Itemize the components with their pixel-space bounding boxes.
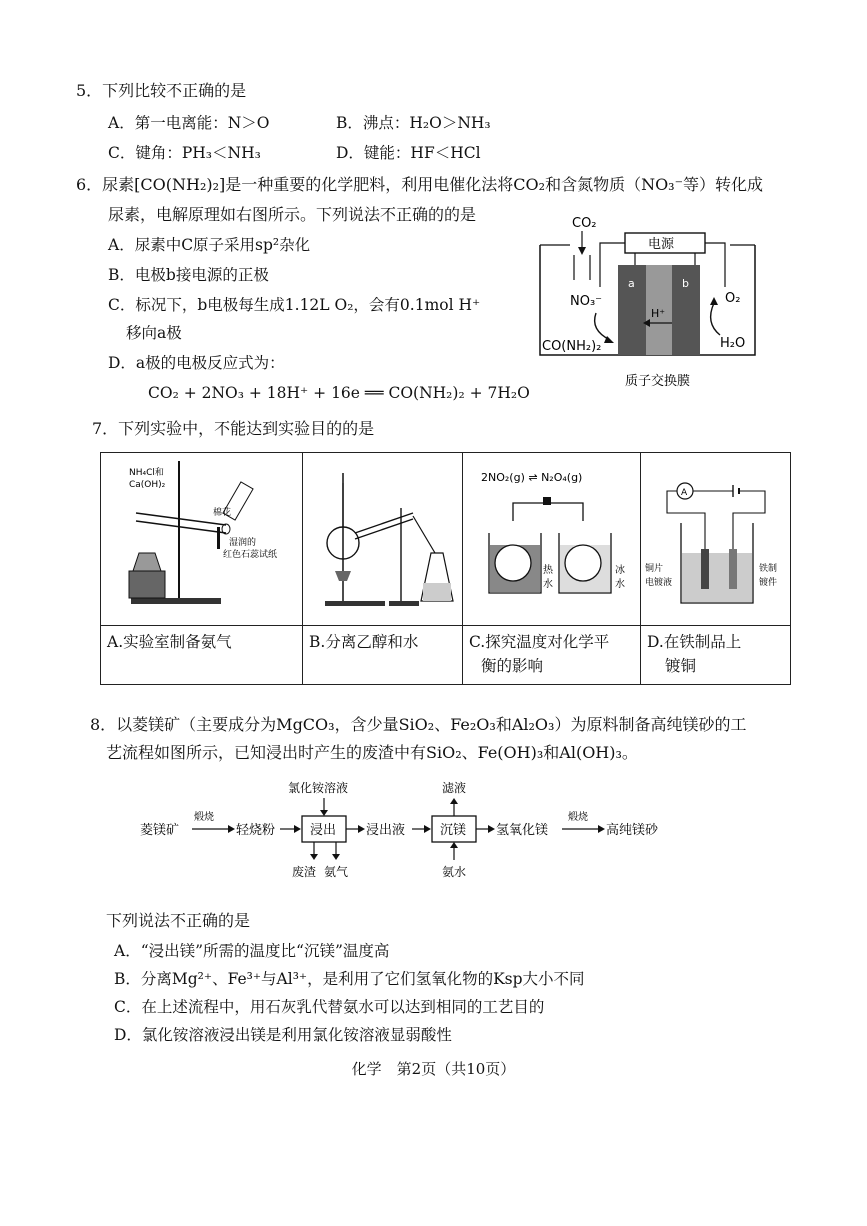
q8-stem-line1: 8．以菱镁矿（主要成分为MgCO₃，含少量SiO₂、Fe₂O₃和Al₂O₃）为原料制备高纯镁砂的工 <box>90 715 747 734</box>
fig7d-iron1: 铁制 <box>759 564 778 574</box>
q8-option-a: A．“浸出镁”所需的温度比“沉镁”温度高 <box>114 942 390 960</box>
flow-mg-hydroxide: 氢氧化镁 <box>496 823 549 838</box>
fig7c-cold1: 冰 <box>615 565 625 576</box>
fig6-proton-label: H⁺ <box>651 307 666 320</box>
flow-light-powder: 轻烧粉 <box>236 823 276 838</box>
fig7c-hot1: 热 <box>543 565 553 576</box>
flow-filtrate: 滤液 <box>442 781 467 795</box>
q6-stem-line2: 尿素，电解原理如右图所示。下列说法不正确的的是 <box>108 205 477 224</box>
exp-c-caption <box>463 626 641 685</box>
fig7a-paper2: 红色石蕊试纸 <box>223 550 278 560</box>
flow-leach: 浸出 <box>310 823 337 838</box>
q8-process-flow <box>130 776 690 886</box>
fig7d-iron2: 镀件 <box>759 578 778 588</box>
fig7c-equation: 2NO₂(g) ⇌ N₂O₄(g) <box>481 471 583 484</box>
page-footer: 化学 第2页（共10页） <box>351 1060 516 1078</box>
q6-option-a: A．尿素中C原子采用sp²杂化 <box>108 236 311 254</box>
q6-stem-line1: 6．尿素[CO(NH₂)₂]是一种重要的化学肥料，利用电催化法将CO₂和含氮物质（NO₃⁻等）转化成 <box>76 175 764 194</box>
fig7d-ammeter: A <box>681 488 688 498</box>
fig6-electrode-b: b <box>682 277 689 290</box>
q8-stem-line2: 艺流程如图所示，已知浸出时产生的废渣中有SiO₂、Fe(OH)₃和Al(OH)₃。 <box>106 743 638 762</box>
q8-option-b: B．分离Mg²⁺、Fe³⁺与Al³⁺，是利用了它们氢氧化物的Ksp大小不同 <box>114 970 585 988</box>
q6-option-c-line1: C．标况下，b电极每生成1.12L O₂，会有0.1mol H⁺ <box>108 296 481 314</box>
q8-option-c: C．在上述流程中，用石灰乳代替氨水可以达到相同的工艺目的 <box>114 998 545 1016</box>
flow-ammonia-gas: 氨气 <box>324 865 349 879</box>
fig7a-reagent1: NH₄Cl和 <box>129 468 164 478</box>
electrolysis-diagram <box>530 205 770 395</box>
q5-stem: 5．下列比较不正确的是 <box>76 81 247 100</box>
flow-calcine1: 煅烧 <box>194 812 214 823</box>
fig6-power-label: 电源 <box>648 237 675 252</box>
exp-a-figure <box>101 453 303 626</box>
exp-d-caption <box>641 626 791 685</box>
fig6-membrane-caption: 质子交换膜 <box>625 374 691 389</box>
fig7d-copper: 铜片 <box>645 564 664 574</box>
fig7d-solution: 电镀液 <box>645 578 673 588</box>
flow-ammonia-water: 氨水 <box>442 865 467 879</box>
q5-option-d: D．键能：HF＜HCl <box>336 144 481 162</box>
fig6-urea-label: CO(NH₂)₂ <box>542 339 602 354</box>
fig7a-paper1: 湿润的 <box>229 538 257 548</box>
exp-d-caption-line1: D.在铁制品上 <box>647 633 742 651</box>
exp-d-figure <box>641 453 791 626</box>
q8-ask: 下列说法不正确的是 <box>106 911 251 930</box>
q6-option-d-line1: D．a极的电极反应式为： <box>108 354 285 372</box>
exp-c-figure <box>463 453 641 626</box>
q7-stem: 7．下列实验中，不能达到实验目的的是 <box>92 419 375 438</box>
q6-option-b: B．电极b接电源的正极 <box>108 266 269 284</box>
fig6-electrode-a: a <box>628 277 635 290</box>
flow-precipitate: 沉镁 <box>440 823 467 838</box>
q5-option-b: B．沸点：H₂O＞NH₃ <box>336 114 491 132</box>
flow-product: 高纯镁砂 <box>606 823 659 838</box>
exp-d-caption-line2: 镀铜 <box>665 657 697 675</box>
q5-option-a: A．第一电离能：N＞O <box>108 114 270 132</box>
q7-experiment-table <box>100 452 791 685</box>
flow-calcine2: 煅烧 <box>568 812 588 823</box>
q8-option-d: D．氯化铵溶液浸出镁是利用氯化铵溶液显弱酸性 <box>114 1026 452 1044</box>
flow-waste: 废渣 <box>292 865 317 879</box>
exp-b-figure <box>303 453 463 626</box>
q5-option-c: C．键角：PH₃＜NH₃ <box>108 144 261 162</box>
flow-nh4cl: 氯化铵溶液 <box>288 781 349 795</box>
fig7a-reagent2: Ca(OH)₂ <box>129 480 166 490</box>
exp-b-caption: B.分离乙醇和水 <box>303 626 463 685</box>
fig6-water-label: H₂O <box>720 336 746 351</box>
fig7c-cold2: 水 <box>615 579 625 590</box>
fig7a-cotton: 棉花 <box>213 508 232 518</box>
exp-c-caption-line2: 衡的影响 <box>481 657 544 675</box>
fig6-oxygen-label: O₂ <box>725 291 741 306</box>
q6-option-d-equation: CO₂ + 2NO₃ + 18H⁺ + 16e ══ CO(NH₂)₂ + 7H₂O <box>148 384 530 402</box>
exp-a-caption: A.实验室制备氨气 <box>101 626 303 685</box>
fig7c-hot2: 水 <box>543 579 553 590</box>
exp-c-caption-line1: C.探究温度对化学平 <box>469 633 610 651</box>
fig6-co2-label: CO₂ <box>572 216 597 231</box>
q6-option-c-line2: 移向a极 <box>126 324 182 342</box>
flow-leachate: 浸出液 <box>366 823 406 838</box>
flow-ore: 菱镁矿 <box>140 823 180 838</box>
fig6-nitrate-label: NO₃⁻ <box>570 294 603 309</box>
